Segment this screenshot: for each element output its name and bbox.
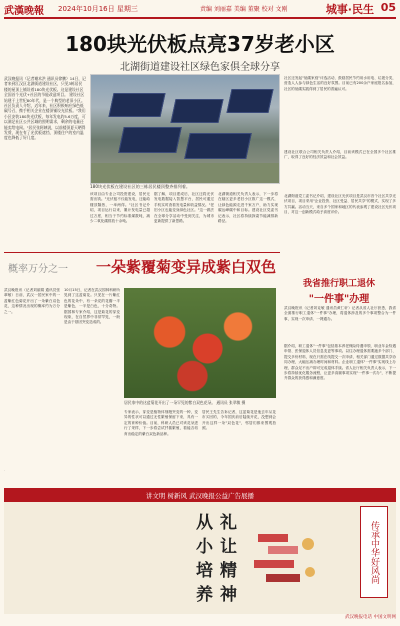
ad-illustration — [218, 514, 328, 604]
ad-banner: 讲文明 树新风 武汉晚报公益广告展播 — [4, 490, 396, 502]
sidebar-byline: 武汉晚报讯（记者刘克敏 通讯员黄仁轩）记者从省人社厅获悉，我省全面推行职工退休"一件事"办理，将退休涉及的多个事项整合为一件事，实现一次申请、一网通办。 — [284, 306, 396, 321]
lead-column-3: 据了解，项目建成后，社区还将光伏发电数据接入智慧平台，居民可通过手机实时查看发电量和收益情况。"老旧小区也能变身绿色社区。"这一做法在全球分享活动中受到关注，为城市更新提供了新思路。 — [154, 192, 214, 224]
page-number: 05 — [380, 1, 396, 14]
sidebar-subtitle: "一件事"办理 — [308, 294, 370, 305]
masthead-rule — [4, 17, 396, 19]
ad-char-2: 小 — [196, 537, 213, 557]
lead-byline-text: 武汉晚报讯（记者谢术洪 通讯员徐鹏）14日，记者来到江汉区北湖街道建设社区，只见3栋居民楼的屋顶上铺设着180块光伏板。这是建设社区全国首个光伏+社区的节能改造项目。 — [4, 76, 86, 98]
section-title: 城事·民生 — [325, 3, 374, 16]
issue-date: 2024年10月16日 星期三 — [58, 5, 138, 13]
sidebar-body: 据介绍，职工退休"一件事"包括基本养老保险待遇申领、职业年金待遇申领、医保退休人员信息变更等事项。以往办理退休需要跑多个部门、提交多份材料，现在只需在线提交一次申请，相关部门通过数据共享协同办理，大幅压减办理时间和材料。企业职工退休"一件事"实现线上办理，群众足不出户即可完成退休手续。省人社厅相关负责人表示，下一步将持续优化服务流程，让更多高频事项实现"一件事一次办"，不断提升群众的获得感和满意度。 — [284, 344, 396, 381]
editor-credits: 责编 刘丽嘉 美编 董聚 校对 文刚 — [200, 6, 288, 13]
ad-char-3: 培 — [196, 561, 213, 581]
feature-byline: 武汉晚报讯（记者刘丽娟 通讯员张翠敏）日前，武汉一居民家中的一盆紫红色菊花开出了一朵紫白双色花，这种情况出现的概率约为万分之一。 — [4, 288, 60, 314]
chrysanthemum-photo — [124, 288, 276, 398]
sidebar-intro: 建设社区联合公司相关负责人介绍，目前该模式已在全国多个社区推广，取得了良好的经济效益和社会效益。 — [284, 150, 396, 160]
lead-byline — [4, 76, 86, 254]
section-divider — [4, 252, 280, 253]
public-service-ad — [4, 488, 396, 614]
ad-char-8: 神 — [220, 585, 237, 605]
chrysanthemum-caption: 居民家中的这盆菊花开出了一朵罕见的紫白双色花朵。 通讯员 张翠敏 摄 — [124, 400, 246, 405]
feature-kicker: 概率万分之一 — [8, 264, 68, 275]
ad-char-7: 精 — [220, 561, 237, 581]
sidebar-column-a: 北湖街道党工委书记介绍，建设社区光伏项目是武汉市首个社区共享光伏项目，项目采用"企业投资、社区受益、居民共享"的模式，实现了多方共赢。活动当天，来自多个国家和地区的代表参观了建设社区光伏项目，对这一创新模式给予高度评价。 — [284, 194, 396, 215]
lead-headline: 180块光伏板点亮37岁老小区 — [65, 32, 335, 56]
sidebar-title: 我省推行职工退休 — [302, 279, 375, 289]
feature-column-2: 专家表示，芽变是植物体细胞突变的一种，变异的性状可以通过无性繁殖保留下来，具有一定的育种价值。目前，科研人员已对该花朵进行了采样，下一步将尝试扦插繁殖，看能否培育出稳定的紫白双色新品种。 — [124, 410, 198, 436]
feature-column-1: 10月15日，记者在武汉园林科研所见到了这盆菊花。只见在一片紫红色的花朵中，有一朵花的花瓣一半是紫色，一半是白色，十分奇特。据园林专家介绍，这是菊花的芽变现象，在自然界中非常罕见，一般是由于基因突变造成的。 — [64, 288, 120, 325]
ad-seal: 传承中华好风尚 — [360, 506, 388, 598]
lead-col1-text: 建设社区始建于上世纪80年代，是一个典型的老旧小区。社区负责人介绍，近年来，社区积极响应绿色低碳号召，携手相关企业在楼顶铺设光伏板。"我们小区安装180块光伏板，每年发电约5.6万度，可以满足社区公共区域的照明需求，剩余的电量还能卖给电网。"居民张阿姨说，以前楼顶夏天晒得发烫，现在有了光伏板遮挡，顶楼住户的室内温度也降低了好几度。 — [4, 92, 86, 141]
ad-char-1: 从 — [196, 513, 213, 533]
lead-column-5: 社区还发起"低碳家庭"评选活动，鼓励居民节约用水用电、垃圾分类，营造人人参与绿色生活的良好氛围。目前已有200余户家庭报名参加，社区的低碳实践得到了居民的普遍认可。 — [284, 76, 396, 91]
solar-panels-photo — [90, 74, 280, 184]
lead-column-2: 该项目由专业公司投资建设，居民无需出钱。"光伏板不仅能发电，还能给楼顶隔热，一举两得。"社区书记介绍，项目运行以来，累计发电量已超过万度，相当于节约标准煤数吨，减少二氧化碳排放十余吨。 — [90, 192, 150, 224]
lead-subhead: 北湖街道建设社区绿色家俱全球分享 — [120, 62, 280, 73]
feature-title: 一朵紫覆菊变异成紫白双色 — [96, 258, 277, 276]
ad-char-5: 礼 — [220, 513, 237, 533]
feature-column-4 — [4, 470, 5, 471]
ad-char-4: 养 — [196, 585, 213, 605]
ad-char-6: 让 — [220, 537, 237, 557]
feature-column-3: 居民王先生告诉记者，这盆菊花是他去年从花市买回的，今年国庆前后陆续开花，没想到会开出这样一朵"双色花"，邻居们都来围观拍照。 — [202, 410, 276, 431]
newspaper-logo: 武漢晚報 — [4, 6, 44, 17]
footer-note: 武汉晚报电话 中国文明网 — [345, 615, 396, 620]
masthead — [4, 2, 396, 16]
solar-photo-caption: 180块光伏板在建设社区的三栋居民楼顶整齐排列着。 — [90, 184, 191, 189]
lead-column-4: 北湖街道相关负责人表示，下一步将在辖区更多老旧小区推广这一模式，让绿色能源走进千家万户，助力实现碳达峰碳中和目标。建设社区党委书记表示，社区将持续探索节能减排新路径。 — [218, 192, 278, 224]
